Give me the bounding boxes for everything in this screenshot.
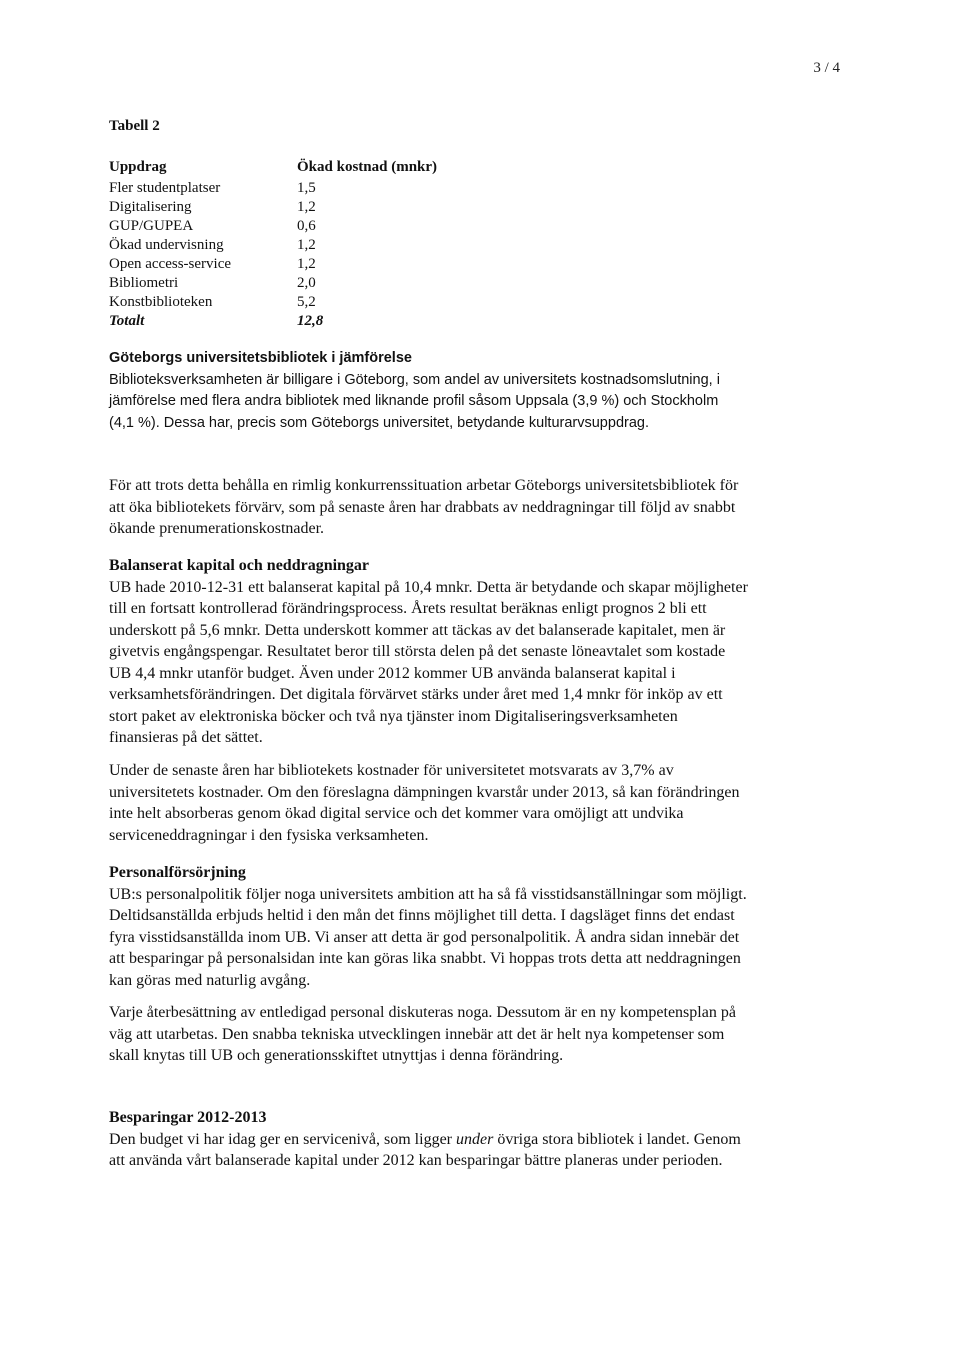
competition-text: För att trots detta behålla en rimlig konkurrenssituation arbetar Göteborgs universitetsbibliotek för att öka bibliotekets förvärv, som på senaste åren har drabbats av neddragningar till följd av snabbt ökande prenumerationskostnader. bbox=[109, 477, 739, 537]
row-label: Ökad undervisning bbox=[109, 237, 224, 253]
balanced-capital-heading: Balanserat kapital och neddragningar bbox=[109, 557, 370, 574]
savings-section bbox=[109, 1107, 749, 1172]
comparison-section bbox=[109, 348, 739, 434]
page-number: 3 / 4 bbox=[813, 60, 840, 76]
costs-section bbox=[109, 760, 749, 846]
header-label: Uppdrag bbox=[109, 159, 167, 175]
table-row bbox=[109, 274, 437, 293]
personnel-text: UB:s personalpolitik följer noga universitets ambition att ha så få visstidsanställningar som möjligt. Deltidsanställda erbjuds heltid i den mån det finns möjlighet till detta. I dagsläget finns det endast fyra visstidsanställda inom UB. Vi anser att detta är god personalpolitik. Å andra sidan innebär det att besparingar på personalsidan inte kan göras lika snabbt. Vi hoppas trots detta att neddragningen kan göras med naturlig avgång. bbox=[109, 885, 747, 989]
table-total-row bbox=[109, 312, 437, 331]
savings-text-after: övriga stora bibliotek i landet. Genom att använda vårt balanserade kapital under 2012 kan besparingar bättre planeras under perioden. bbox=[109, 1130, 741, 1169]
replacement-section bbox=[109, 1002, 749, 1067]
savings-heading: Besparingar 2012-2013 bbox=[109, 1109, 267, 1126]
savings-text bbox=[109, 1129, 749, 1172]
header-value: Ökad kostnad (mnkr) bbox=[297, 159, 438, 175]
table-row bbox=[109, 198, 437, 217]
row-label: GUP/GUPEA bbox=[109, 218, 194, 234]
total-value: 12,8 bbox=[297, 313, 324, 329]
costs-text: Under de senaste åren har bibliotekets kostnader för universitetet motsvarats av 3,7% av universitetets kostnader. Om den föreslagna dämpningen kvarstår under 2013, så kan förändringen inte helt absorberas genom ökad digital service och det kommer vara omöjligt att undvika serviceneddragningar i den fysiska verksamheten. bbox=[109, 762, 740, 844]
row-value: 2,0 bbox=[297, 275, 316, 291]
row-value: 5,2 bbox=[297, 294, 316, 310]
row-label: Konstbiblioteken bbox=[109, 294, 213, 310]
comparison-text: Biblioteksverksamheten är billigare i Göteborg, som andel av universitets kostnadsomslutning, i jämförelse med flera andra bibliotek med liknande profil såsom Uppsala (3,9 %) och Stockholm (4,1 %). Dessa har, precis som Göteborgs universitet, betydande kulturarvsuppdrag. bbox=[109, 371, 720, 431]
personnel-heading: Personalförsörjning bbox=[109, 864, 246, 881]
row-value: 1,5 bbox=[297, 180, 316, 196]
row-value: 1,2 bbox=[297, 237, 316, 253]
comparison-heading: Göteborgs universitetsbibliotek i jämförelse bbox=[109, 350, 412, 366]
row-label: Fler studentplatser bbox=[109, 180, 221, 196]
table-header-row bbox=[109, 158, 437, 177]
row-value: 1,2 bbox=[297, 256, 316, 272]
row-value: 0,6 bbox=[297, 218, 316, 234]
row-value: 1,2 bbox=[297, 199, 316, 215]
balanced-capital-text: UB hade 2010-12-31 ett balanserat kapital på 10,4 mnkr. Detta är betydande och skapar möjligheter till en fortsatt kontrollerad förändringsprocess. Årets resultat beräknas enligt prognos 2 bli ett underskott på 5,6 mnkr. Detta underskott kommer att täckas av det balanserade kapitalet, men är givetvis engångspengar. Resultatet beror till största delen på det senaste löneavtalet som kostade UB 4,4 mnkr utanför budget. Även under 2012 kommer UB använda balanserat kapital i verksamhetsförändringen. Det digitala förvärvet stärks under året med 1,4 mnkr för inköp av ett stort paket av elektroniska böcker och två nya tjänster inom Digitaliseringsverksamheten finansieras på det sättet. bbox=[109, 578, 748, 746]
table-row bbox=[109, 236, 437, 255]
competition-section bbox=[109, 475, 749, 540]
total-label: Totalt bbox=[109, 313, 145, 329]
table-title: Tabell 2 bbox=[109, 118, 160, 134]
table-row bbox=[109, 179, 437, 198]
personnel-section bbox=[109, 862, 749, 991]
table-row bbox=[109, 255, 437, 274]
table-row bbox=[109, 293, 437, 312]
row-label: Bibliometri bbox=[109, 275, 179, 291]
row-label: Open access-service bbox=[109, 256, 232, 272]
row-label: Digitalisering bbox=[109, 199, 192, 215]
table-row bbox=[109, 217, 437, 236]
replacement-text: Varje återbesättning av entledigad personal diskuteras noga. Dessutom är en ny kompetensplan på väg att utarbetas. Den snabba tekniska utvecklingen innebär att det är helt nya kompetenser som skall knytas till UB och generationsskiftet utnyttjas i denna förändring. bbox=[109, 1004, 736, 1064]
balanced-capital-section bbox=[109, 555, 749, 749]
cost-table bbox=[109, 158, 437, 331]
savings-text-emphasis: under bbox=[456, 1130, 494, 1148]
savings-text-before: Den budget vi har idag ger en servicenivå, som ligger bbox=[109, 1130, 456, 1148]
